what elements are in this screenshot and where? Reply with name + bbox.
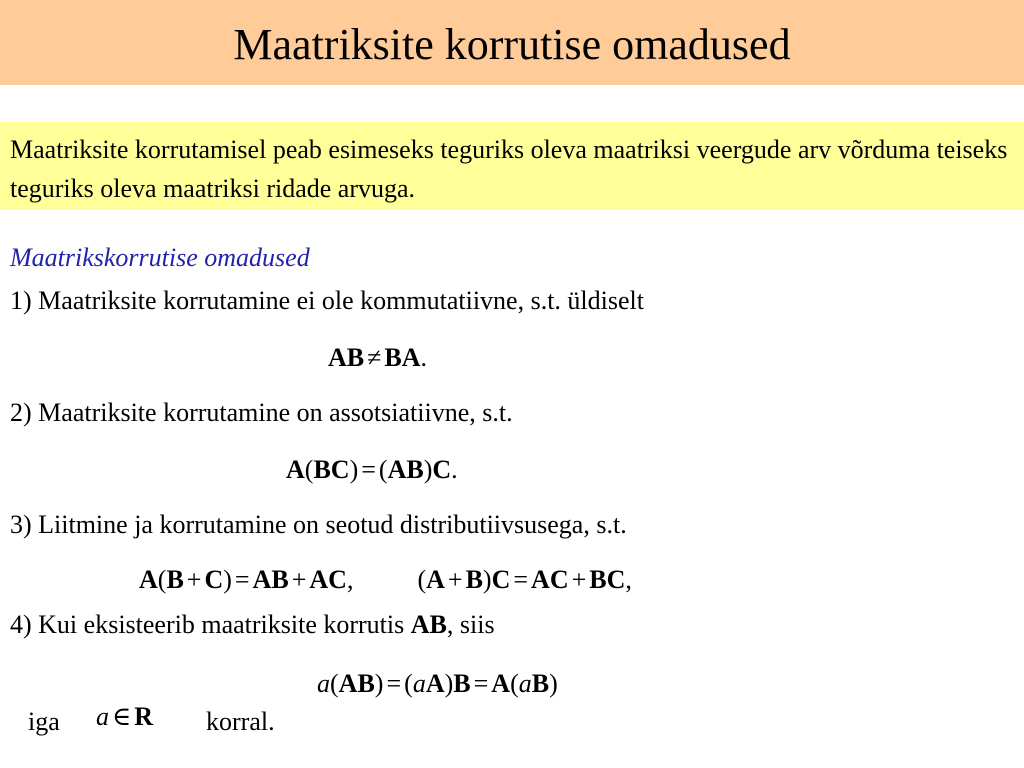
- formula-scalar: a: [412, 669, 426, 698]
- formula-operator: =: [361, 455, 376, 484]
- formula-paren: (: [404, 669, 413, 698]
- formula-term: A: [425, 669, 445, 698]
- formula-operator: +: [291, 565, 307, 594]
- formula-term: C: [491, 565, 511, 594]
- korral-label: korral.: [206, 707, 275, 736]
- formula-paren: ): [444, 669, 454, 698]
- formula-term: AB: [328, 343, 365, 372]
- formula-term: C: [432, 455, 452, 484]
- formula-paren: ): [349, 455, 359, 484]
- property-1-text: 1) Maatriksite korrutamine ei ole kommutatiivne, s.t. üldiselt: [10, 286, 644, 315]
- formula-term: B: [465, 565, 483, 594]
- formula-paren: ): [549, 669, 558, 698]
- property-2-text: 2) Maatriksite korrutamine on assotsiatiivne, s.t.: [10, 398, 513, 427]
- formula-term: B: [453, 669, 471, 698]
- formula-term: AC: [531, 565, 569, 594]
- formula-term: BC: [313, 455, 350, 484]
- formula-term: AB: [338, 669, 375, 698]
- formula-paren: ): [423, 455, 433, 484]
- formula-operator: ≠: [367, 343, 382, 372]
- intro-box: [0, 122, 1024, 210]
- formula-punct: ,: [625, 565, 632, 594]
- property-4-text-pre: 4) Kui eksisteerib maatriksite korrutis: [10, 610, 411, 639]
- formula-1: [328, 343, 427, 373]
- formula-4: [317, 669, 558, 699]
- formula-paren: (: [157, 565, 167, 594]
- formula-term: BA: [384, 343, 421, 372]
- formula-term: A: [139, 565, 158, 594]
- property-4-text-bold: AB: [410, 610, 447, 639]
- formula-paren: (: [330, 669, 339, 698]
- formula-term: A: [491, 669, 511, 698]
- formula-paren: (: [417, 565, 427, 594]
- formula-operator: +: [447, 565, 463, 594]
- property-3-text: 3) Liitmine ja korrutamine on seotud distributiivsusega, s.t.: [10, 510, 627, 539]
- formula-scalar: a: [317, 669, 330, 698]
- formula-term: BC: [589, 565, 626, 594]
- formula-scalar: a: [96, 702, 109, 731]
- formula-term: AB: [387, 455, 424, 484]
- formula-punct: ,: [346, 565, 354, 594]
- formula-scalar: a: [518, 669, 532, 698]
- title-bar: [0, 0, 1024, 85]
- formula-paren: (: [510, 669, 519, 698]
- formula-punct: .: [451, 455, 458, 484]
- formula-paren: (: [378, 455, 388, 484]
- property-4-text-post: , siis: [446, 610, 495, 639]
- formula-operator: ∈: [112, 702, 132, 731]
- formula-operator: +: [571, 565, 587, 594]
- formula-punct: .: [420, 343, 428, 372]
- intro-text: Maatriksite korrutamisel peab esimeseks teguriks oleva maatriksi veergude arv võrduma teiseks teguriks oleva maatriksi ridade arvuga.: [10, 135, 1008, 203]
- condition-formula: [96, 702, 153, 732]
- formula-paren: ): [374, 669, 384, 698]
- formula-term: AC: [309, 565, 347, 594]
- formula-operator: =: [386, 669, 402, 698]
- formula-term: A: [426, 565, 445, 594]
- formula-paren: (: [304, 455, 314, 484]
- formula-term: A: [286, 455, 305, 484]
- formula-3: [139, 565, 632, 595]
- formula-term: C: [204, 565, 224, 594]
- formula-term: AB: [252, 565, 289, 594]
- slide-title: Maatriksite korrutise omadused: [233, 19, 791, 69]
- formula-term: R: [134, 702, 154, 731]
- formula-2: [286, 455, 458, 485]
- formula-paren: ): [482, 565, 492, 594]
- formula-term: B: [166, 565, 184, 594]
- iga-label: iga: [28, 707, 60, 736]
- formula-operator: =: [513, 565, 529, 594]
- section-heading: Maatrikskorrutise omadused: [10, 243, 310, 272]
- property-4-text: [10, 610, 495, 640]
- formula-paren: ): [223, 565, 232, 594]
- formula-operator: +: [186, 565, 202, 594]
- formula-operator: =: [473, 669, 489, 698]
- formula-term: B: [531, 669, 550, 698]
- formula-operator: =: [234, 565, 250, 594]
